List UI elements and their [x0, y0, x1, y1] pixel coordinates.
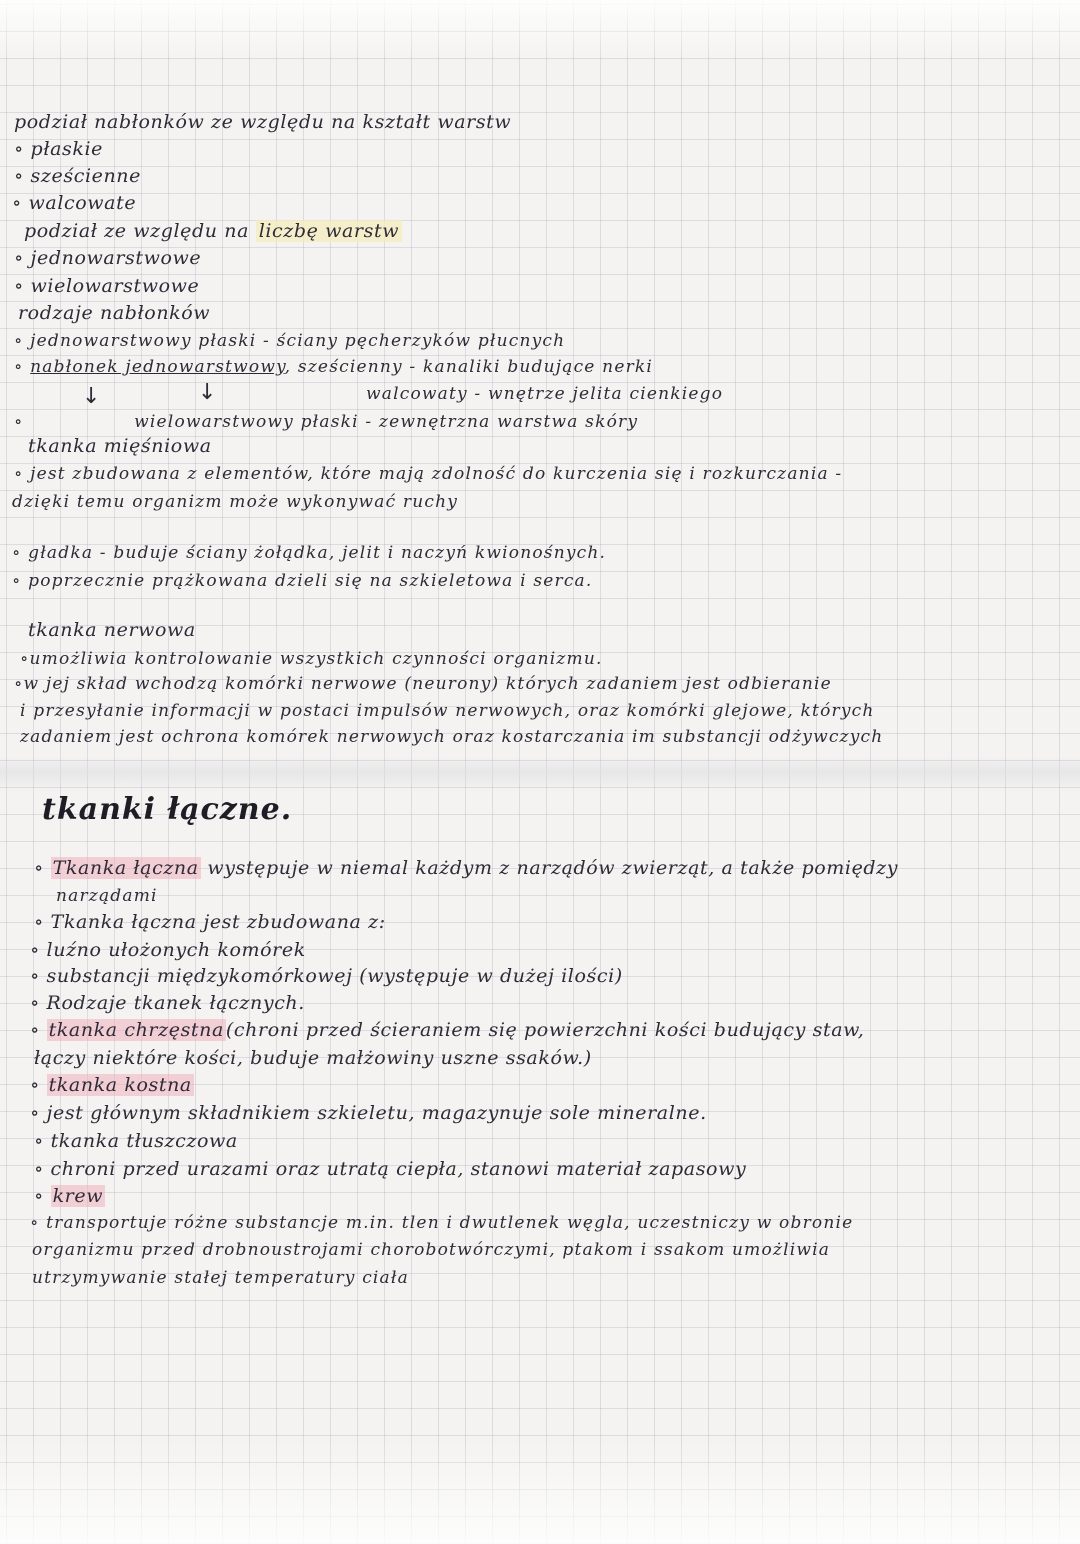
- list-item: ∘ Tkanka łączna jest zbudowana z:: [34, 911, 386, 933]
- list-item: [30, 1073, 194, 1097]
- heading-podzial-liczba: [24, 219, 402, 243]
- list-item: i przesyłanie informacji w postaci impulsów nerwowych, oraz komórki glejowe, których: [20, 701, 875, 721]
- list-item: ∘ Rodzaje tkanek łącznych.: [30, 992, 305, 1014]
- bullet: ∘: [34, 1185, 44, 1207]
- list-item: dzięki temu organizm może wykonywać ruchy: [12, 492, 459, 512]
- bullet: ∘: [34, 857, 44, 879]
- list-item: ∘ jednowarstwowy płaski - ściany pęcherzyków płucnych: [14, 331, 566, 351]
- list-item: ∘ jednowarstwowe: [14, 247, 202, 269]
- list-item: ∘ luźno ułożonych komórek: [30, 939, 306, 961]
- list-item: ∘ sześcienne: [14, 165, 141, 187]
- heading-tkanka-miesniowa: tkanka mięśniowa: [28, 435, 212, 457]
- list-item: ∘w jej skład wchodzą komórki nerwowe (neurony) których zadaniem jest odbieranie: [14, 674, 832, 694]
- bullet: ∘: [30, 1019, 40, 1041]
- list-item: organizmu przed drobnoustrojami chorobotwórczymi, ptakom i ssakom umożliwia: [32, 1240, 831, 1260]
- list-text: tkanka tłuszczowa: [50, 1130, 238, 1152]
- page-top-edge: [0, 0, 1080, 60]
- list-item: ∘ substancji międzykomórkowej (występuje w dużej ilości): [30, 965, 623, 987]
- page-bottom-edge: [0, 1440, 1080, 1544]
- list-item: [14, 410, 638, 434]
- heading-text: podział ze względu na: [24, 220, 250, 242]
- list-item: ∘ gładka - buduje ściany żołądka, jelit i naczyń kwionośnych.: [12, 543, 607, 563]
- list-item: [14, 355, 653, 379]
- list-text: występuje w niemal każdym z narządów zwierząt, a także pomiędzy: [207, 857, 899, 879]
- bullet: ∘: [30, 1074, 40, 1096]
- heading-podzial-ksztalt: podział nabłonków ze względu na kształt warstw: [14, 111, 512, 133]
- list-item: [34, 1129, 238, 1153]
- highlighted-text: liczbę warstw: [256, 220, 402, 242]
- list-item: łączy niektóre kości, buduje małżowiny uszne ssaków.): [34, 1047, 592, 1069]
- list-text: , sześcienny - kanaliki budujące nerki: [284, 357, 654, 377]
- list-item: ∘ transportuje różne substancje m.in. tlen i dwutlenek węgla, uczestniczy w obronie: [30, 1213, 854, 1233]
- highlighted-text: tkanka chrzęstna: [48, 1019, 224, 1041]
- list-item: [34, 1184, 105, 1208]
- list-item: ∘ walcowate: [12, 192, 137, 214]
- arrow-down-icon: ↓: [82, 384, 101, 409]
- page-fold: [0, 757, 1080, 791]
- list-item: ∘ chroni przed urazami oraz utratą ciepła, stanowi materiał zapasowy: [34, 1158, 747, 1180]
- highlighted-text: tkanka kostna: [48, 1074, 192, 1096]
- list-text: wielowarstwowy płaski - zewnętrzna warstwa skóry: [134, 412, 639, 432]
- bullet: ∘: [14, 357, 24, 377]
- list-item: ∘ poprzecznie prążkowana dzieli się na szkieletowa i serca.: [12, 571, 593, 591]
- heading-rodzaje-nablonkow: rodzaje nabłonków: [18, 302, 211, 324]
- highlighted-text: Tkanka łączna: [52, 857, 199, 879]
- underlined-text: nabłonek jednowarstwowy: [30, 357, 285, 377]
- heading-tkanka-nerwowa: tkanka nerwowa: [28, 619, 196, 641]
- list-item: ∘ wielowarstwowe: [14, 275, 200, 297]
- list-item: walcowaty - wnętrze jelita cienkiego: [366, 384, 724, 404]
- list-text: (chroni przed ścieraniem się powierzchni kości budujący staw,: [225, 1019, 865, 1041]
- page-title: tkanki łączne.: [42, 792, 293, 827]
- bullet: ∘: [14, 412, 24, 432]
- list-item: [34, 856, 898, 880]
- list-item: ∘umożliwia kontrolowanie wszystkich czynności organizmu.: [20, 649, 603, 669]
- highlighted-text: krew: [52, 1185, 104, 1207]
- bullet: ∘: [34, 1130, 44, 1152]
- list-item: zadaniem jest ochrona komórek nerwowych oraz kostarczania im substancji odżywczych: [20, 727, 884, 747]
- list-item: ∘ płaskie: [14, 138, 103, 160]
- list-item: utrzymywanie stałej temperatury ciała: [32, 1268, 409, 1288]
- list-item: narządami: [56, 886, 158, 906]
- list-item: ∘ jest zbudowana z elementów, które mają zdolność do kurczenia się i rozkurczania -: [14, 464, 843, 484]
- list-item: [30, 1018, 864, 1042]
- arrow-down-icon: ↓: [198, 380, 217, 405]
- list-item: ∘ jest głównym składnikiem szkieletu, magazynuje sole mineralne.: [30, 1102, 707, 1124]
